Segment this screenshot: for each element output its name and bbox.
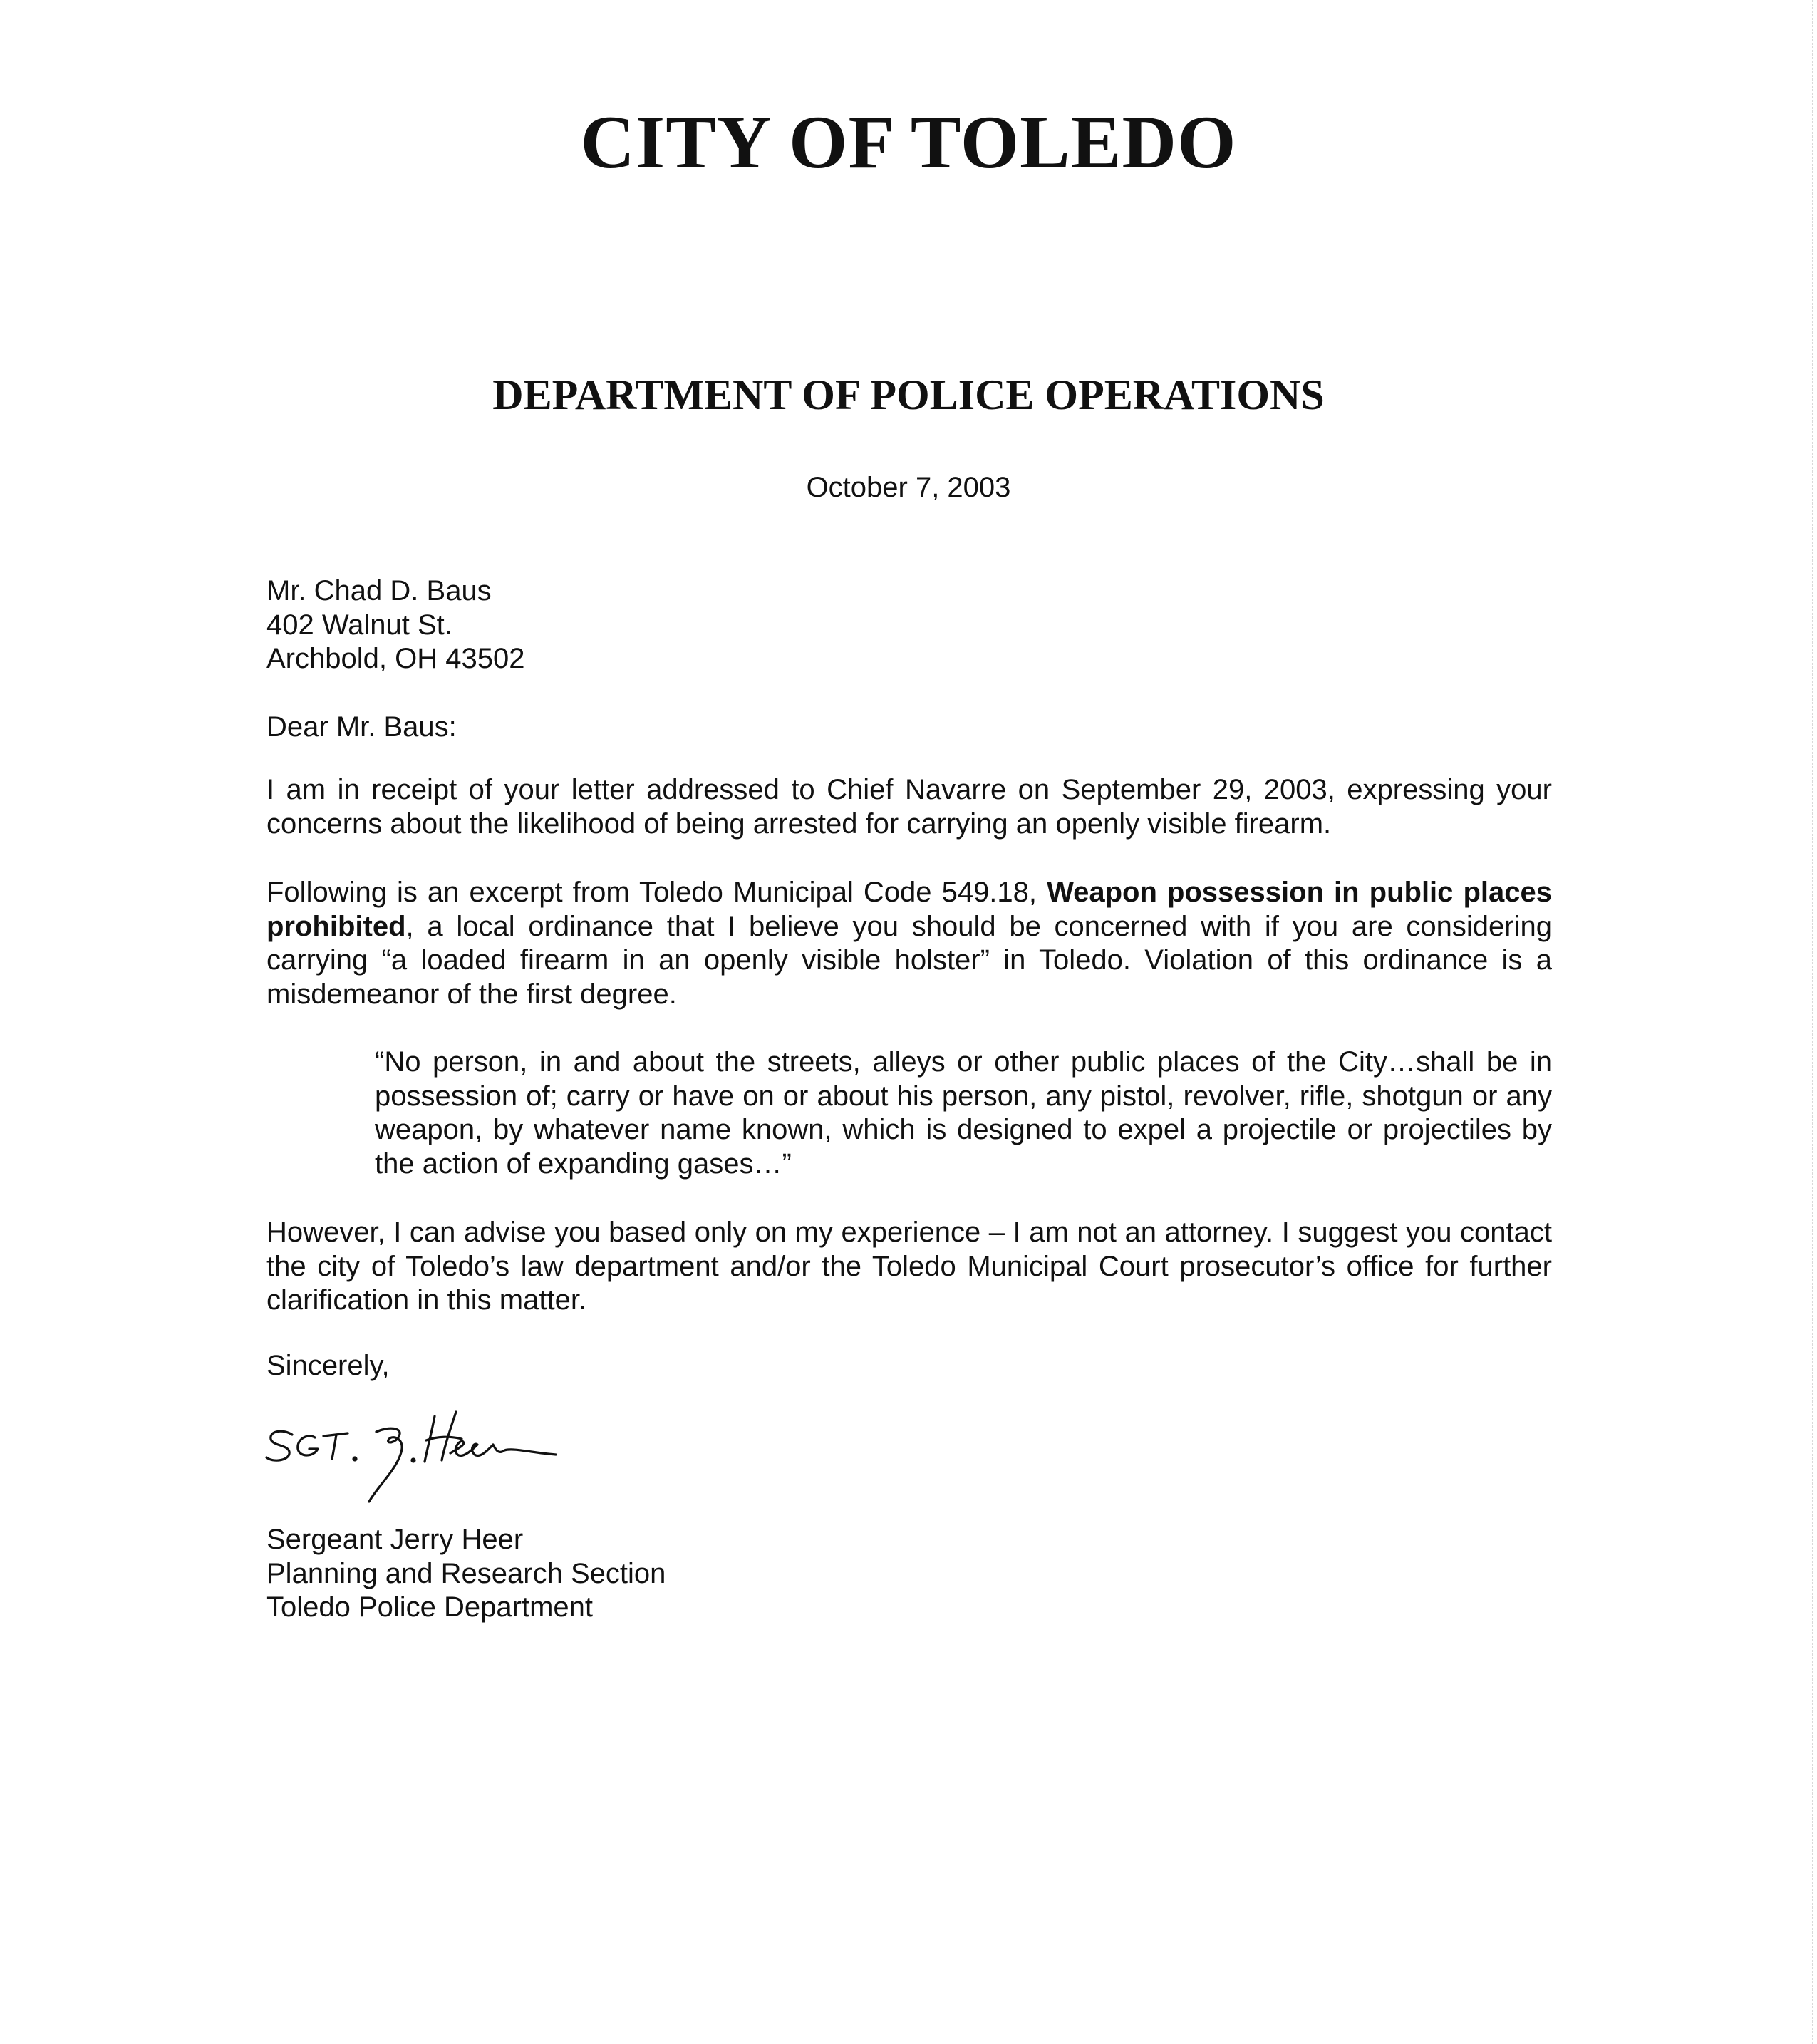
recipient-name: Mr. Chad D. Baus [266, 575, 492, 607]
paragraph-excerpt [266, 876, 1552, 1011]
closing: Sincerely, [266, 1350, 390, 1381]
city-title: CITY OF TOLEDO [580, 100, 1237, 184]
signer-block [266, 1523, 979, 1625]
paragraph-excerpt-rest: , a local ordinance that I believe you should be concerned with if you are considering carrying “a loaded firearm in an openly visible holster” in Toledo. Violation of this ordinance is a misdemeanor of the first degree. [266, 910, 1552, 1010]
paragraph-advice: However, I can advise you based only on my experience – I am not an attorney. I suggest you contact the city of Toledo’s law department and/or the Toledo Municipal Court prosecutor’s office for further clarification in this matter. [266, 1217, 1552, 1316]
paragraph-excerpt-intro: Following is an excerpt from Toledo Municipal Code 549.18, [266, 877, 1047, 908]
signer-department: Toledo Police Department [266, 1591, 594, 1623]
ordinance-title: Weapon possession in public places prohibited [266, 877, 1552, 942]
signer-section: Planning and Research Section [266, 1557, 666, 1589]
scan-edge [1812, 0, 1817, 2044]
letter-date: October 7, 2003 [806, 472, 1011, 503]
recipient-address [266, 574, 979, 676]
recipient-street: 402 Walnut St. [266, 609, 452, 641]
paragraph-receipt: I am in receipt of your letter addressed to Chief Navarre on September 29, 2003, expressing your concerns about the likelihood of being arrested for carrying an openly visible firearm. [266, 774, 1552, 840]
recipient-city: Archbold, OH 43502 [266, 643, 525, 674]
department-title: DEPARTMENT OF POLICE OPERATIONS [492, 371, 1325, 418]
handwritten-signature [264, 1408, 591, 1514]
salutation: Dear Mr. Baus: [266, 711, 457, 743]
signer-name: Sergeant Jerry Heer [266, 1524, 524, 1555]
ordinance-quote: “No person, in and about the streets, alleys or other public places of the City…shall be in possession of; carry or have on or about his person, any pistol, revolver, rifle, shotgun or any weapon, by whatever name known, which is designed to expel a projectile or projectiles by the action of expanding gases…” [375, 1046, 1552, 1180]
